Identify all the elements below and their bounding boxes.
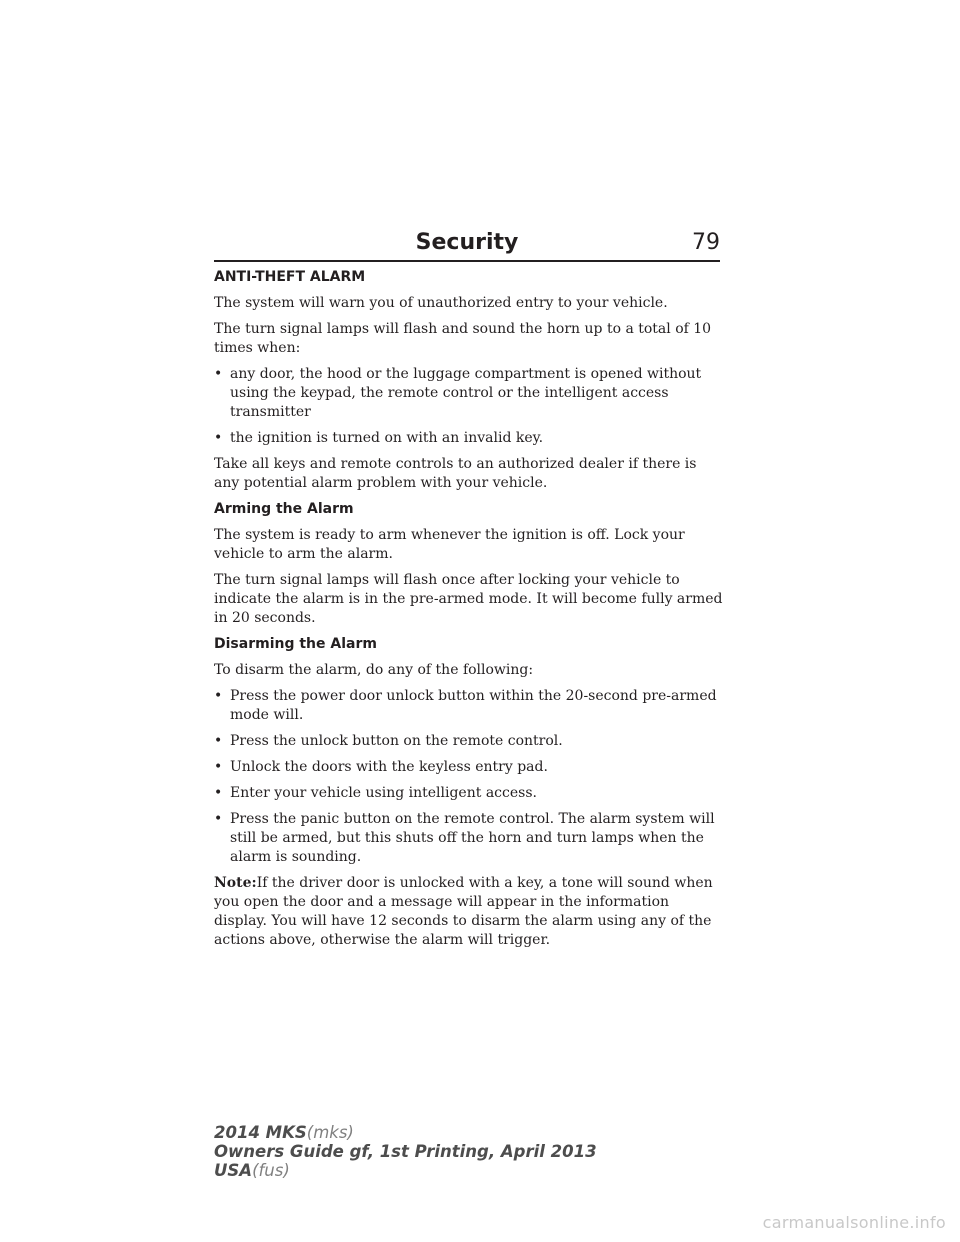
note-text: If the driver door is unlocked with a key, a tone will sound when you open the door and a message will appear in the information display. You will have 12 seconds to disarm the alarm using any of the actions above, otherwise the alarm will trigger. [214, 875, 713, 948]
list-item [214, 687, 724, 725]
anti-theft-intro: The system will warn you of unauthorized entry to your vehicle. [214, 295, 668, 311]
list-item [214, 810, 724, 867]
note-paragraph [214, 874, 724, 950]
disarming-heading: Disarming the Alarm [214, 636, 377, 652]
footer-market-code: (fus) [252, 1161, 290, 1180]
anti-theft-trigger-text: The turn signal lamps will flash and sound the horn up to a total of 10 times when: [214, 321, 712, 356]
bullet-text: any door, the hood or the luggage compartment is opened without using the keypad, the remote control or the intelligent access transmitter [230, 366, 702, 420]
document-footer [214, 1123, 597, 1180]
list-item [214, 429, 724, 448]
bullet-text: Press the panic button on the remote control. The alarm system will still be armed, but this shuts off the horn and turn lamps when the alarm is sounding. [230, 811, 715, 865]
anti-theft-heading: ANTI-THEFT ALARM [214, 269, 366, 285]
footer-model: 2014 MKS [214, 1123, 307, 1142]
bullet-text: Enter your vehicle using intelligent access. [230, 785, 537, 801]
bullet-text: the ignition is turned on with an invalid key. [230, 430, 544, 446]
bullet-icon: • [214, 366, 223, 382]
list-item [214, 784, 724, 803]
note-label: Note: [214, 875, 257, 891]
arming-paragraph: The system is ready to arm whenever the ignition is off. Lock your vehicle to arm the alarm. [214, 527, 685, 562]
bullet-text: Unlock the doors with the keyless entry pad. [230, 759, 548, 775]
dealer-text: Take all keys and remote controls to an authorized dealer if there is any potential alarm problem with your vehicle. [214, 456, 697, 491]
arming-paragraph: The turn signal lamps will flash once after locking your vehicle to indicate the alarm is in the pre-armed mode. It will become fully armed in 20 seconds. [214, 572, 723, 626]
footer-model-code: (mks) [306, 1123, 354, 1142]
page-content [214, 268, 724, 957]
page-number: 79 [692, 230, 720, 255]
watermark-link[interactable]: carmanualsonline.info [762, 1213, 946, 1232]
list-item [214, 365, 724, 422]
bullet-text: Press the unlock button on the remote control. [230, 733, 563, 749]
footer-market-line [214, 1161, 597, 1180]
footer-market: USA [214, 1161, 253, 1180]
bullet-icon: • [214, 430, 223, 446]
bullet-icon: • [214, 759, 223, 775]
arming-heading: Arming the Alarm [214, 501, 354, 517]
bullet-icon: • [214, 785, 223, 801]
footer-model-line [214, 1123, 597, 1142]
bullet-icon: • [214, 733, 223, 749]
page-header [214, 226, 720, 262]
section-title: Security [415, 230, 519, 255]
disarming-intro: To disarm the alarm, do any of the following: [214, 662, 534, 678]
footer-edition: Owners Guide gf, 1st Printing, April 2013 [214, 1142, 597, 1161]
bullet-icon: • [214, 688, 223, 704]
bullet-icon: • [214, 811, 223, 827]
bullet-text: Press the power door unlock button within the 20-second pre-armed mode will. [230, 688, 717, 723]
list-item [214, 732, 724, 751]
list-item [214, 758, 724, 777]
